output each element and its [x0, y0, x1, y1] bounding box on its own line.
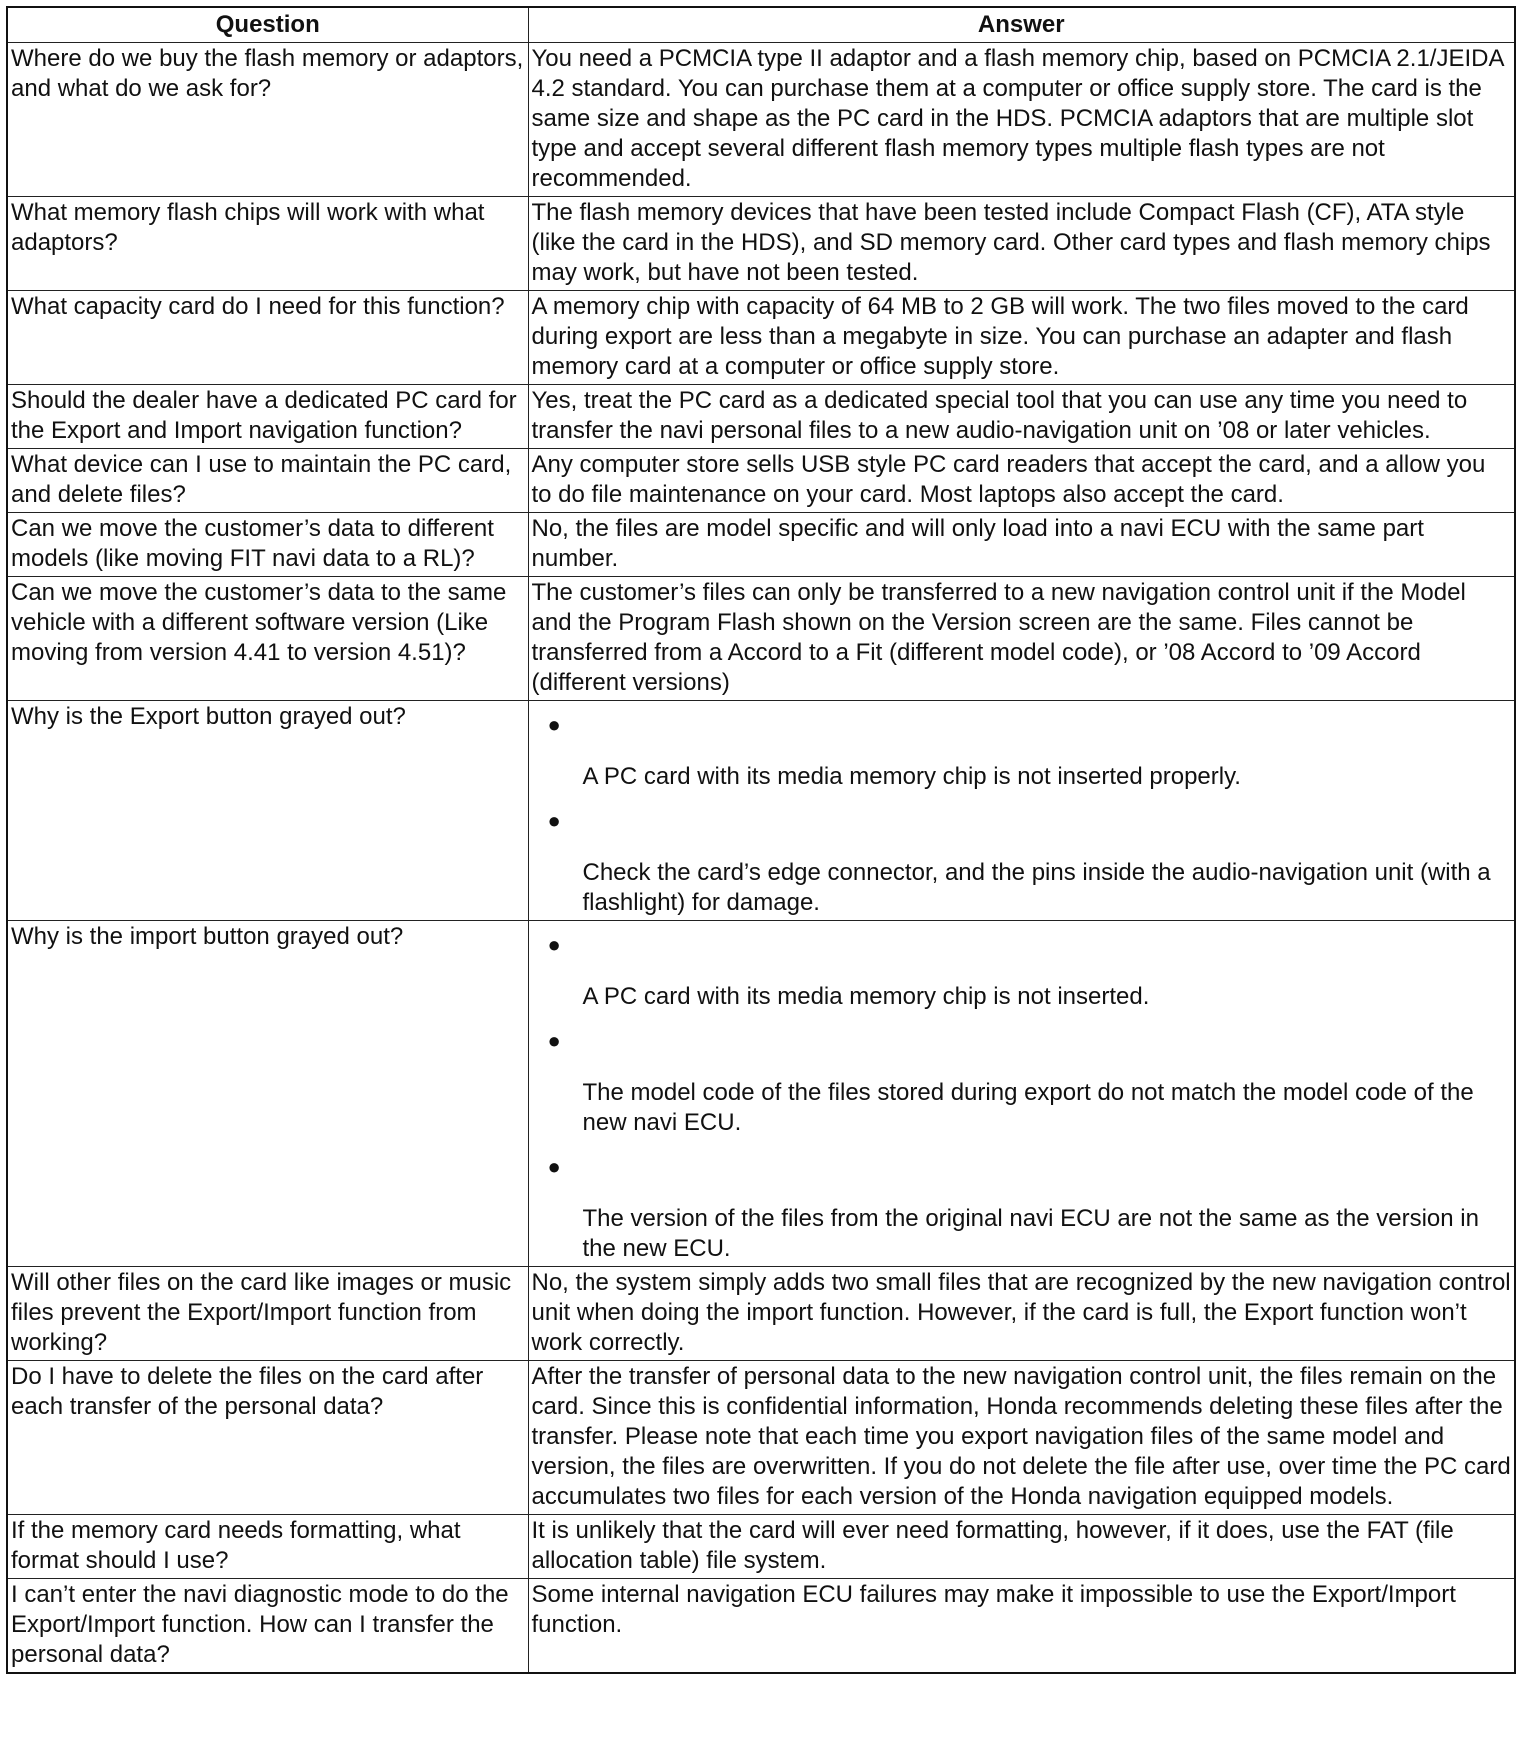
answer-cell: Some internal navigation ECU failures may make it impossible to use the Export/Import function. — [528, 1579, 1515, 1674]
table-row — [7, 43, 1515, 197]
question-cell: If the memory card needs formatting, what format should I use? — [7, 1515, 528, 1579]
bullet-icon: ● — [547, 932, 561, 957]
table-row — [7, 1579, 1515, 1674]
answer-cell: After the transfer of personal data to the new navigation control unit, the files remain on the card. Since this is confidential information, Honda recommends deleting these files after the transfer. Please note that each time you export navigation files of the same model and version, the files are overwritten. If you do not delete the file after use, over time the PC card accumulates two files for each version of the Honda navigation equipped models. — [528, 1361, 1515, 1515]
answer-cell: It is unlikely that the card will ever need formatting, however, if it does, use the FAT (file allocation table) file system. — [528, 1515, 1515, 1579]
faq-page — [6, 6, 1514, 1674]
question-cell: Do I have to delete the files on the card after each transfer of the personal data? — [7, 1361, 528, 1515]
table-row — [7, 1515, 1515, 1579]
table-row — [7, 385, 1515, 449]
question-cell: Can we move the customer’s data to different models (like moving FIT navi data to a RL)? — [7, 513, 528, 577]
answer-column-header: Answer — [528, 7, 1515, 43]
table-row — [7, 921, 1515, 1267]
answer-cell: The customer’s files can only be transferred to a new navigation control unit if the Model and the Program Flash shown on the Version screen are the same. Files cannot be transferred from a Accord to a Fit (different model code), or ’08 Accord to ’09 Accord (different versions) — [528, 577, 1515, 701]
table-row — [7, 197, 1515, 291]
table-row — [7, 1361, 1515, 1515]
bullet-item — [532, 930, 1512, 1012]
answer-cell: No, the system simply adds two small files that are recognized by the new navigation control unit when doing the import function. However, if the card is full, the Export function won’t work correctly. — [528, 1267, 1515, 1361]
bullet-item — [532, 710, 1512, 792]
question-cell: What device can I use to maintain the PC card, and delete files? — [7, 449, 528, 513]
question-cell: What capacity card do I need for this function? — [7, 291, 528, 385]
table-row — [7, 1267, 1515, 1361]
answer-cell: No, the files are model specific and will only load into a navi ECU with the same part number. — [528, 513, 1515, 577]
bullet-icon: ● — [547, 808, 561, 833]
question-cell: What memory flash chips will work with what adaptors? — [7, 197, 528, 291]
question-cell: Should the dealer have a dedicated PC card for the Export and Import navigation function? — [7, 385, 528, 449]
faq-table — [6, 6, 1516, 1674]
answer-cell: The flash memory devices that have been tested include Compact Flash (CF), ATA style (like the card in the HDS), and SD memory card. Other card types and flash memory chips may work, but have not been tested. — [528, 197, 1515, 291]
header-row — [7, 7, 1515, 43]
question-cell: Why is the import button grayed out? — [7, 921, 528, 1267]
table-row — [7, 701, 1515, 921]
bullet-icon: ● — [547, 712, 561, 737]
bullet-text: The version of the files from the original navi ECU are not the same as the version in the new ECU. — [582, 1205, 1479, 1262]
table-row — [7, 449, 1515, 513]
bullet-item — [532, 1152, 1512, 1264]
question-cell: Will other files on the card like images or music files prevent the Export/Import function from working? — [7, 1267, 528, 1361]
answer-cell: Any computer store sells USB style PC card readers that accept the card, and a allow you to do file maintenance on your card. Most laptops also accept the card. — [528, 449, 1515, 513]
bullet-icon: ● — [547, 1154, 561, 1179]
question-column-header: Question — [7, 7, 528, 43]
table-row — [7, 291, 1515, 385]
table-row — [7, 513, 1515, 577]
bullet-text: A PC card with its media memory chip is not inserted. — [582, 983, 1150, 1010]
table-row — [7, 577, 1515, 701]
bullet-text: The model code of the files stored during export do not match the model code of the new navi ECU. — [582, 1079, 1474, 1136]
bullet-item — [532, 1026, 1512, 1138]
question-cell: Where do we buy the flash memory or adaptors, and what do we ask for? — [7, 43, 528, 197]
answer-cell — [528, 701, 1515, 921]
bullet-item — [532, 806, 1512, 918]
answer-cell: You need a PCMCIA type II adaptor and a flash memory chip, based on PCMCIA 2.1/JEIDA 4.2 standard. You can purchase them at a computer or office supply store. The card is the same size and shape as the PC card in the HDS. PCMCIA adaptors that are multiple slot type and accept several different flash memory types multiple flash types are not recommended. — [528, 43, 1515, 197]
bullet-icon: ● — [547, 1028, 561, 1053]
answer-cell — [528, 921, 1515, 1267]
question-cell: Why is the Export button grayed out? — [7, 701, 528, 921]
bullet-text: Check the card’s edge connector, and the pins inside the audio-navigation unit (with a flashlight) for damage. — [582, 859, 1491, 916]
answer-cell: Yes, treat the PC card as a dedicated special tool that you can use any time you need to transfer the navi personal files to a new audio-navigation unit on ’08 or later vehicles. — [528, 385, 1515, 449]
bullet-text: A PC card with its media memory chip is not inserted properly. — [582, 763, 1241, 790]
question-cell: Can we move the customer’s data to the same vehicle with a different software version (Like moving from version 4.41 to version 4.51)? — [7, 577, 528, 701]
question-cell: I can’t enter the navi diagnostic mode to do the Export/Import function. How can I transfer the personal data? — [7, 1579, 528, 1674]
answer-cell: A memory chip with capacity of 64 MB to 2 GB will work. The two files moved to the card during export are less than a megabyte in size. You can purchase an adapter and flash memory card at a computer or office supply store. — [528, 291, 1515, 385]
